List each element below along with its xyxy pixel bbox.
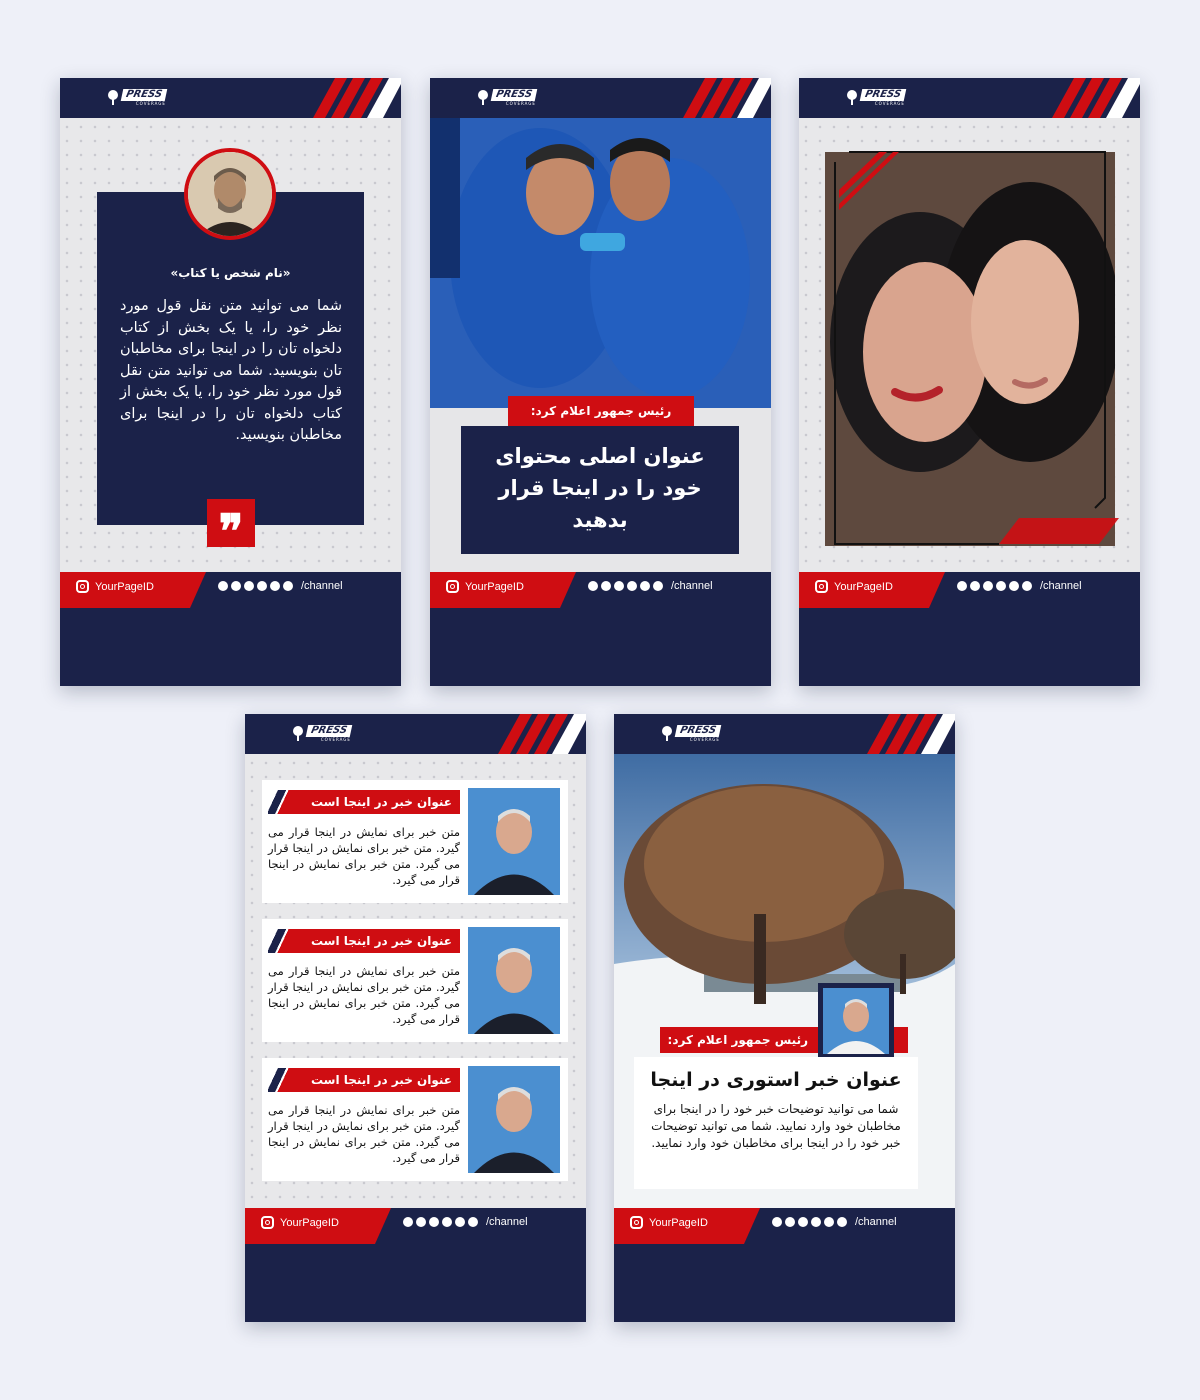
telegram-icon[interactable] xyxy=(403,1217,413,1227)
card-footer xyxy=(799,572,1140,686)
news-thumbnail xyxy=(468,1066,560,1173)
headline-title: عنوان اصلی محتوای خود را در اینجا قرار بدهید xyxy=(461,426,739,554)
heart-icon[interactable] xyxy=(640,581,650,591)
news-title: عنوان خبر در اینجا است xyxy=(290,790,460,814)
heart-icon[interactable] xyxy=(455,1217,465,1227)
heart-icon[interactable] xyxy=(270,581,280,591)
logo-word: PRESS xyxy=(121,89,167,101)
whatsapp-icon[interactable] xyxy=(970,581,980,591)
card-footer xyxy=(245,1208,586,1322)
snowflake-icon[interactable] xyxy=(798,1217,808,1227)
telegram-icon[interactable] xyxy=(588,581,598,591)
story-post-card xyxy=(614,714,955,1322)
heart-icon[interactable] xyxy=(1009,581,1019,591)
card-header xyxy=(614,714,955,754)
snowflake-icon[interactable] xyxy=(244,581,254,591)
logo-word: PRESS xyxy=(306,725,352,737)
photo-frame xyxy=(799,138,1140,558)
page-id-label: YourPageID xyxy=(465,580,524,593)
card-header xyxy=(799,78,1140,118)
instagram-handle[interactable] xyxy=(630,1216,708,1229)
header-stripes xyxy=(815,714,955,754)
author-portrait xyxy=(184,148,276,240)
logo-subtitle: COVERAGE xyxy=(689,737,720,742)
whatsapp-icon[interactable] xyxy=(231,581,241,591)
snowflake-icon[interactable] xyxy=(614,581,624,591)
news-thumbnail xyxy=(468,788,560,895)
microphone-icon xyxy=(106,89,120,107)
telegram-icon[interactable] xyxy=(957,581,967,591)
press-logo xyxy=(106,87,166,109)
channel-label: /channel xyxy=(301,580,343,592)
headline-post-card xyxy=(430,78,771,686)
microphone-icon xyxy=(660,725,674,743)
speaker-portrait xyxy=(818,983,894,1059)
bale-icon[interactable] xyxy=(653,581,663,591)
card-header xyxy=(430,78,771,118)
telegram-icon[interactable] xyxy=(772,1217,782,1227)
instagram-icon xyxy=(261,1216,274,1229)
story-text-box xyxy=(634,1057,918,1189)
news-list-item[interactable] xyxy=(262,919,568,1042)
logo-word: PRESS xyxy=(675,725,721,737)
press-logo xyxy=(845,87,905,109)
photo-post-card xyxy=(799,78,1140,686)
card-header xyxy=(60,78,401,118)
card-header xyxy=(245,714,586,754)
card-footer xyxy=(430,572,771,686)
eitaa-icon[interactable] xyxy=(811,1217,821,1227)
logo-subtitle: COVERAGE xyxy=(874,101,905,106)
news-title: عنوان خبر در اینجا است xyxy=(290,929,460,953)
social-links xyxy=(957,580,1082,592)
headline-tag: رئیس جمهور اعلام کرد: xyxy=(508,396,694,426)
header-stripes xyxy=(446,714,586,754)
instagram-handle[interactable] xyxy=(76,580,154,593)
telegram-icon[interactable] xyxy=(218,581,228,591)
social-links xyxy=(218,580,343,592)
instagram-handle[interactable] xyxy=(815,580,893,593)
page-id-label: YourPageID xyxy=(834,580,893,593)
news-thumbnail xyxy=(468,927,560,1034)
news-body: متن خبر برای نمایش در اینجا قرار می گیرد. متن خبر برای نمایش در اینجا قرار می گیرد. متن خبر برای نمایش در اینجا قرار می گیرد. xyxy=(268,1103,460,1165)
news-list-item[interactable] xyxy=(262,780,568,903)
bale-icon[interactable] xyxy=(468,1217,478,1227)
news-body: متن خبر برای نمایش در اینجا قرار می گیرد. متن خبر برای نمایش در اینجا قرار می گیرد. متن خبر برای نمایش در اینجا قرار می گیرد. xyxy=(268,825,460,887)
logo-subtitle: COVERAGE xyxy=(135,101,166,106)
logo-subtitle: COVERAGE xyxy=(320,737,351,742)
instagram-handle[interactable] xyxy=(261,1216,339,1229)
social-links xyxy=(588,580,713,592)
microphone-icon xyxy=(291,725,305,743)
channel-label: /channel xyxy=(671,580,713,592)
news-list-item[interactable] xyxy=(262,1058,568,1181)
whatsapp-icon[interactable] xyxy=(601,581,611,591)
page-id-label: YourPageID xyxy=(649,1216,708,1229)
news-title: عنوان خبر در اینجا است xyxy=(290,1068,460,1092)
page-id-label: YourPageID xyxy=(280,1216,339,1229)
whatsapp-icon[interactable] xyxy=(785,1217,795,1227)
channel-label: /channel xyxy=(1040,580,1082,592)
quote-mark-icon: ❞ xyxy=(207,499,255,547)
channel-label: /channel xyxy=(855,1216,897,1228)
story-headline: عنوان خبر استوری در اینجا xyxy=(650,1069,902,1091)
eitaa-icon[interactable] xyxy=(442,1217,452,1227)
logo-word: PRESS xyxy=(491,89,537,101)
press-logo xyxy=(660,723,720,745)
press-logo xyxy=(291,723,351,745)
microphone-icon xyxy=(845,89,859,107)
header-stripes xyxy=(631,78,771,118)
press-logo xyxy=(476,87,536,109)
instagram-icon xyxy=(76,580,89,593)
logo-subtitle: COVERAGE xyxy=(505,101,536,106)
eitaa-icon[interactable] xyxy=(627,581,637,591)
header-stripes xyxy=(1000,78,1140,118)
news-body: متن خبر برای نمایش در اینجا قرار می گیرد. متن خبر برای نمایش در اینجا قرار می گیرد. متن خبر برای نمایش در اینجا قرار می گیرد. xyxy=(268,964,460,1026)
channel-label: /channel xyxy=(486,1216,528,1228)
header-stripes xyxy=(261,78,401,118)
snowflake-icon[interactable] xyxy=(429,1217,439,1227)
quote-post-card xyxy=(60,78,401,686)
quote-author-name: «نام شخص یا کتاب» xyxy=(170,266,291,280)
story-body: شما می توانید توضیحات خبر خود را در اینجا برای مخاطبان خود وارد نمایید. شما می توانید توضیحات خبر خود را در اینجا برای مخاطبان خود وارد نمایید. xyxy=(651,1102,901,1150)
instagram-handle[interactable] xyxy=(446,580,524,593)
instagram-icon xyxy=(446,580,459,593)
logo-word: PRESS xyxy=(860,89,906,101)
card-footer xyxy=(614,1208,955,1322)
bale-icon[interactable] xyxy=(283,581,293,591)
quote-text: شما می توانید متن نقل قول مورد نظر خود را، یا یک بخش از کتاب دلخواه تان را در اینجا برای مخاطبان تان بنویسید. شما می توانید متن نقل قول مورد نظر خود را، یا یک بخش از کتاب دلخواه تان را در اینجا برای مخاطبان بنویسید. xyxy=(120,298,342,443)
eitaa-icon[interactable] xyxy=(996,581,1006,591)
news-list-card xyxy=(245,714,586,1322)
instagram-icon xyxy=(630,1216,643,1229)
eitaa-icon[interactable] xyxy=(257,581,267,591)
instagram-icon xyxy=(815,580,828,593)
social-links xyxy=(772,1216,897,1228)
card-footer xyxy=(60,572,401,686)
microphone-icon xyxy=(476,89,490,107)
page-id-label: YourPageID xyxy=(95,580,154,593)
whatsapp-icon[interactable] xyxy=(416,1217,426,1227)
heart-icon[interactable] xyxy=(824,1217,834,1227)
bale-icon[interactable] xyxy=(1022,581,1032,591)
snowflake-icon[interactable] xyxy=(983,581,993,591)
story-tag: رئیس جمهور اعلام کرد: xyxy=(660,1027,908,1053)
social-links xyxy=(403,1216,528,1228)
bale-icon[interactable] xyxy=(837,1217,847,1227)
